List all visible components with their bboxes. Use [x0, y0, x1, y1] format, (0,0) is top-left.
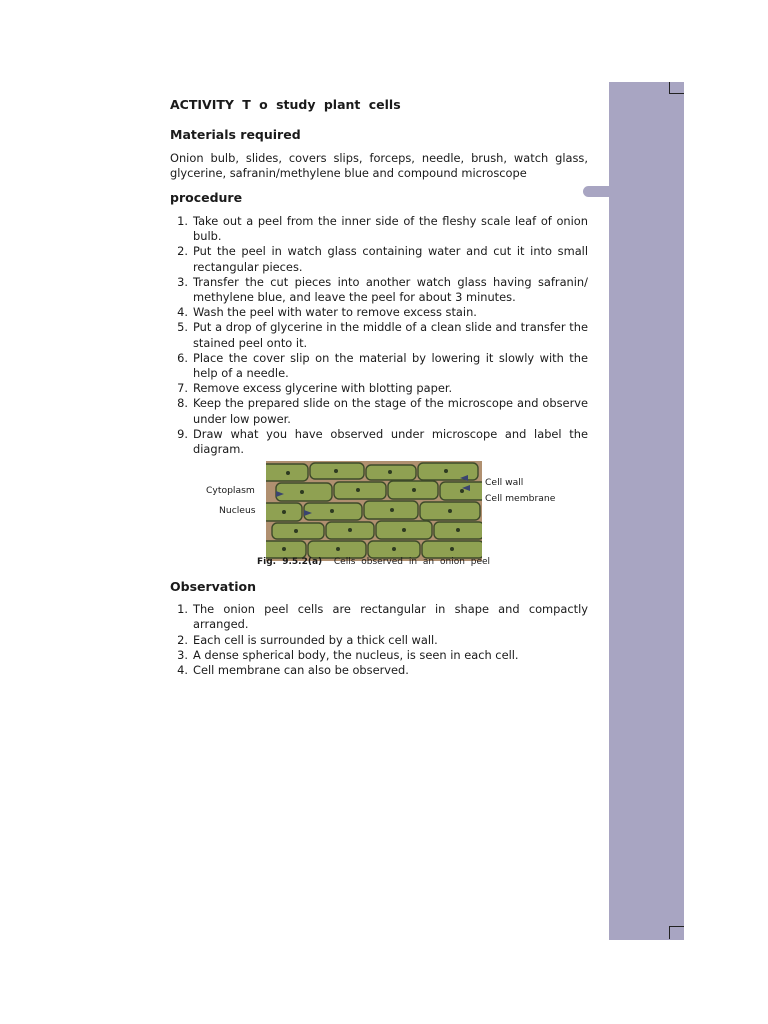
- procedure-step: 7. Remove excess glycerine with blotting paper.: [177, 381, 453, 396]
- observation-item: 2. Each cell is surrounded by a thick cell wall.: [177, 632, 438, 647]
- label-nucleus: Nucleus: [219, 505, 256, 517]
- crop-mark-bottom: [669, 926, 684, 939]
- procedure-step: 6. Place the cover slip on the material by lowering it slowly with the help of a needle.: [177, 350, 588, 381]
- observation-item: 1. The onion peel cells are rectangular in shape and compactly arranged.: [177, 602, 588, 632]
- materials-text: Onion bulb, slides, covers slips, forceps, needle, brush, watch glass, glycerine, safranin/methylene blue and compound microscope: [170, 151, 588, 180]
- procedure-step: 2. Put the peel in watch glass containing water and cut it into small rectangular pieces.: [177, 244, 588, 274]
- materials-title: Materials required: [170, 127, 301, 142]
- figure-caption: Fig. 9.5.2(a) Cells observed in an onion peel: [257, 557, 491, 568]
- observation-item: 3. A dense spherical body, the nucleus, is seen in each cell.: [177, 647, 519, 662]
- procedure-step: 4. Wash the peel with water to remove excess stain.: [177, 305, 477, 320]
- procedure-title: procedure: [170, 190, 243, 205]
- activity-heading: ACTIVITY T o study plant cells: [170, 97, 401, 112]
- page-content: [170, 97, 588, 678]
- label-cell-wall: Cell wall: [485, 477, 524, 489]
- procedure-step: 9. Draw what you have observed under microscope and label the diagram.: [177, 426, 588, 457]
- observation-item: 4. Cell membrane can also be observed.: [177, 663, 409, 678]
- observation-list: [170, 602, 588, 678]
- procedure-step: 3. Transfer the cut pieces into another watch glass having safranin/ methylene blue, and leave the peel for about 3 minutes.: [177, 274, 588, 305]
- procedure-step: 1. Take out a peel from the inner side of the fleshy scale leaf of onion bulb.: [177, 214, 588, 244]
- onion-peel-micrograph: [266, 461, 482, 561]
- procedure-list: [170, 214, 588, 457]
- onion-cell-figure: [170, 461, 588, 573]
- label-cytoplasm: Cytoplasm: [206, 485, 255, 497]
- crop-mark-top: [669, 82, 684, 94]
- procedure-step: 8. Keep the prepared slide on the stage of the microscope and observe under low power.: [177, 396, 588, 426]
- procedure-step: 5. Put a drop of glycerine in the middle of a clean slide and transfer the stained peel onto it.: [177, 320, 588, 350]
- side-margin-bar: [609, 82, 684, 940]
- label-cell-membrane: Cell membrane: [485, 493, 556, 505]
- observation-title: Observation: [170, 579, 256, 595]
